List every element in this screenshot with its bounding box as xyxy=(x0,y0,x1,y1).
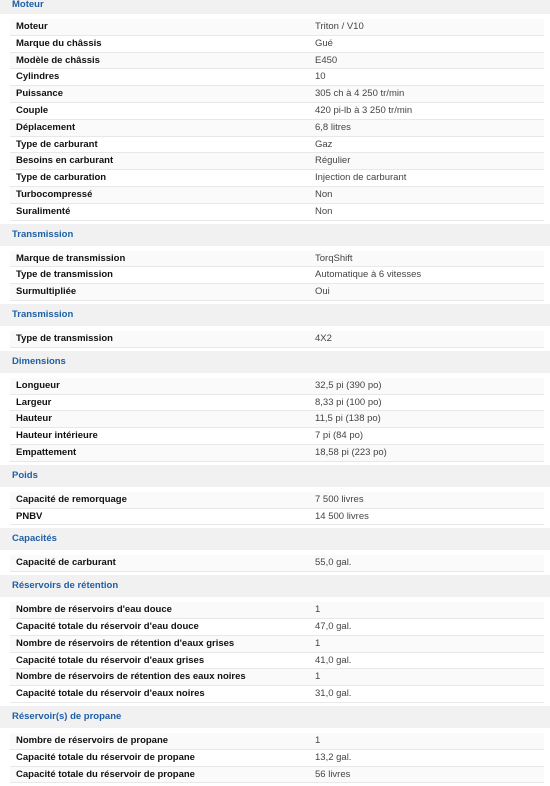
spec-row xyxy=(10,137,544,154)
section-header: Réservoir(s) de propane xyxy=(0,706,550,728)
spec-row xyxy=(10,555,544,572)
spec-value: 1 xyxy=(315,637,321,649)
spec-section xyxy=(0,575,550,706)
spec-row xyxy=(10,636,544,653)
section-header: Transmission xyxy=(0,304,550,326)
spec-section xyxy=(0,528,550,575)
spec-value: 10 xyxy=(315,71,326,83)
section-header: Dimensions xyxy=(0,351,550,373)
spec-label: Largeur xyxy=(16,396,52,408)
spec-row xyxy=(10,492,544,509)
spec-label: Capacité totale du réservoir de propane xyxy=(16,768,195,780)
spec-value: 1 xyxy=(315,671,321,683)
spec-value: 14 500 livres xyxy=(315,510,369,522)
spec-label: Besoins en carburant xyxy=(16,155,114,167)
spec-value: 305 ch à 4 250 tr/min xyxy=(315,88,405,100)
spec-row xyxy=(10,378,544,395)
spec-row xyxy=(10,602,544,619)
spec-label: Hauteur intérieure xyxy=(16,430,98,442)
spec-label: Type de carburant xyxy=(16,138,98,150)
spec-value: 41,0 gal. xyxy=(315,654,352,666)
spec-row xyxy=(10,267,544,284)
section-header: Réservoirs de rétention xyxy=(0,575,550,597)
spec-section xyxy=(0,351,550,465)
spec-label: Capacité totale du réservoir d'eaux grises xyxy=(16,654,205,666)
spec-value: Oui xyxy=(315,286,330,298)
spec-row xyxy=(10,53,544,70)
spec-label: Moteur xyxy=(16,21,48,32)
spec-label: Type de transmission xyxy=(16,269,113,281)
spec-label: Suralimenté xyxy=(16,205,71,217)
spec-value: TorqShift xyxy=(315,252,353,264)
spec-label: Hauteur xyxy=(16,413,52,425)
spec-label: Capacité de remorquage xyxy=(16,493,127,505)
spec-label: Puissance xyxy=(16,88,63,100)
spec-value: 420 pi-lb à 3 250 tr/min xyxy=(315,104,413,116)
spec-value: 47,0 gal. xyxy=(315,620,352,632)
spec-row xyxy=(10,509,544,526)
spec-rows xyxy=(0,373,550,465)
spec-label: Marque de transmission xyxy=(16,252,126,264)
spec-label: Type de transmission xyxy=(16,332,113,344)
spec-rows xyxy=(0,487,550,529)
spec-value: Non xyxy=(315,188,333,200)
section-header: Poids xyxy=(0,465,550,487)
spec-value: 55,0 gal. xyxy=(315,557,352,569)
spec-row xyxy=(10,187,544,204)
spec-label: PNBV xyxy=(16,510,43,522)
spec-label: Couple xyxy=(16,104,49,116)
spec-row xyxy=(10,86,544,103)
spec-value: 6,8 litres xyxy=(315,121,351,133)
spec-label: Capacité totale du réservoir de propane xyxy=(16,751,195,763)
spec-row xyxy=(10,153,544,170)
spec-row xyxy=(10,331,544,348)
spec-label: Surmultipliée xyxy=(16,286,77,298)
spec-label: Capacité de carburant xyxy=(16,557,116,569)
spec-rows xyxy=(0,597,550,706)
spec-value: 11,5 pi (138 po) xyxy=(315,413,381,425)
spec-label: Nombre de réservoirs d'eau douce xyxy=(16,604,172,616)
spec-row xyxy=(10,103,544,120)
spec-row xyxy=(10,251,544,268)
spec-value: Régulier xyxy=(315,155,351,167)
spec-label: Turbocompressé xyxy=(16,188,93,200)
spec-row xyxy=(10,395,544,412)
spec-row xyxy=(10,767,544,784)
spec-rows xyxy=(0,728,550,786)
spec-value: Non xyxy=(315,205,333,217)
spec-value: 7 pi (84 po) xyxy=(315,430,364,442)
spec-label: Cylindres xyxy=(16,71,60,83)
spec-label: Marque du châssis xyxy=(16,37,102,49)
spec-value: 1 xyxy=(315,604,321,616)
spec-row xyxy=(10,411,544,428)
spec-label: Nombre de réservoirs de rétention d'eaux grises xyxy=(16,637,235,649)
spec-value: Gué xyxy=(315,37,333,49)
spec-label: Capacité totale du réservoir d'eaux noires xyxy=(16,688,205,700)
spec-row xyxy=(10,750,544,767)
spec-label: Nombre de réservoirs de propane xyxy=(16,734,169,746)
spec-row xyxy=(10,669,544,686)
spec-value: 4X2 xyxy=(315,332,332,344)
spec-value: 1 xyxy=(315,734,321,746)
section-header: Capacités xyxy=(0,528,550,550)
spec-row xyxy=(10,686,544,703)
spec-value: Automatique à 6 vitesses xyxy=(315,269,422,281)
spec-value: Injection de carburant xyxy=(315,172,407,184)
spec-value: Gaz xyxy=(315,138,333,150)
spec-value: Triton / V10 xyxy=(315,21,364,32)
spec-label: Capacité totale du réservoir d'eau douce xyxy=(16,620,199,632)
section-header: Moteur xyxy=(0,0,550,14)
spec-label: Nombre de réservoirs de rétention des eaux noires xyxy=(16,671,246,683)
spec-value: 13,2 gal. xyxy=(315,751,352,763)
spec-value: E450 xyxy=(315,54,338,66)
spec-rows xyxy=(0,246,550,304)
spec-value: 8,33 pi (100 po) xyxy=(315,396,382,408)
spec-row xyxy=(10,653,544,670)
spec-label: Empattement xyxy=(16,446,77,458)
spec-row xyxy=(10,120,544,137)
section-header: Transmission xyxy=(0,224,550,246)
spec-row xyxy=(10,36,544,53)
spec-section xyxy=(0,224,550,304)
spec-value: 56 livres xyxy=(315,768,351,780)
spec-section xyxy=(0,706,550,786)
spec-row xyxy=(10,733,544,750)
spec-section xyxy=(0,304,550,351)
spec-rows xyxy=(0,550,550,575)
spec-label: Type de carburation xyxy=(16,172,107,184)
spec-label: Modèle de châssis xyxy=(16,54,100,66)
spec-value: 31,0 gal. xyxy=(315,688,352,700)
spec-value: 32,5 pi (390 po) xyxy=(315,379,382,391)
spec-row xyxy=(10,170,544,187)
spec-row xyxy=(10,284,544,301)
spec-section xyxy=(0,465,550,529)
spec-row xyxy=(10,19,544,36)
spec-row xyxy=(10,445,544,462)
spec-rows xyxy=(0,326,550,351)
spec-section xyxy=(0,0,550,224)
spec-row xyxy=(10,428,544,445)
spec-label: Longueur xyxy=(16,379,60,391)
spec-value: 18,58 pi (223 po) xyxy=(315,446,387,458)
spec-row xyxy=(10,204,544,221)
spec-label: Déplacement xyxy=(16,121,76,133)
spec-row xyxy=(10,69,544,86)
spec-row xyxy=(10,619,544,636)
spec-value: 7 500 livres xyxy=(315,493,364,505)
spec-rows xyxy=(0,14,550,224)
